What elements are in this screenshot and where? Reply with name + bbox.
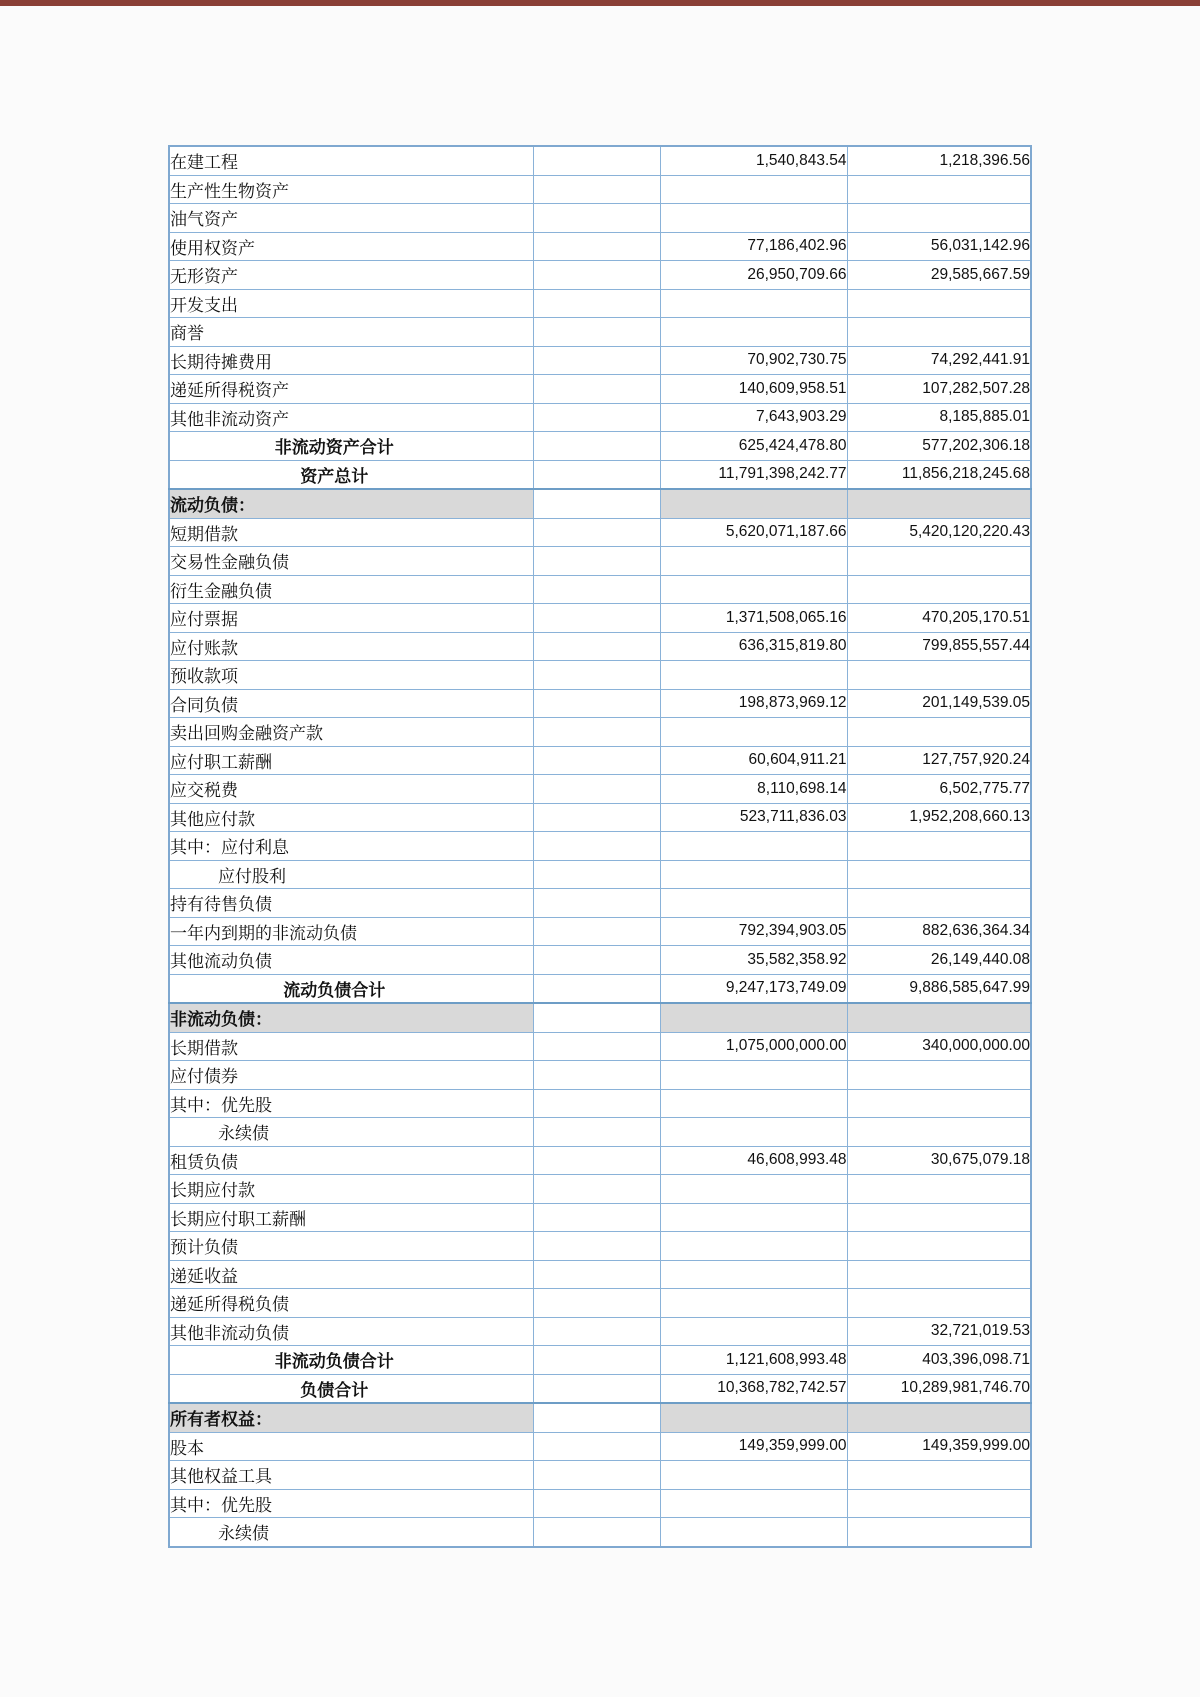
row-label-cell: 永续债 [169,1118,533,1147]
prior-period-cell: 799,855,557.44 [847,632,1031,661]
table-row [169,375,1031,404]
notes-cell [533,860,660,889]
prior-period-cell: 1,218,396.56 [847,146,1031,175]
prior-period-cell [847,1118,1031,1147]
table-row [169,803,1031,832]
row-label-cell: 应付票据 [169,604,533,633]
prior-period-cell: 882,636,364.34 [847,917,1031,946]
table-row [169,1146,1031,1175]
notes-cell [533,403,660,432]
notes-cell [533,1003,660,1032]
current-period-cell [660,661,847,690]
row-label-cell: 长期应付款 [169,1175,533,1204]
prior-period-cell: 107,282,507.28 [847,375,1031,404]
prior-period-cell [847,1489,1031,1518]
prior-period-cell [847,575,1031,604]
current-period-cell: 636,315,819.80 [660,632,847,661]
prior-period-cell: 29,585,667.59 [847,261,1031,290]
current-period-cell [660,289,847,318]
table-row [169,1518,1031,1547]
row-label-cell: 一年内到期的非流动负债 [169,917,533,946]
prior-period-cell: 56,031,142.96 [847,232,1031,261]
table-row [169,460,1031,489]
notes-cell [533,974,660,1003]
notes-cell [533,1346,660,1375]
table-row [169,547,1031,576]
prior-period-cell [847,318,1031,347]
table-row [169,718,1031,747]
prior-period-cell [847,489,1031,518]
row-label-cell: 非流动负债合计 [169,1346,533,1375]
table-row [169,1489,1031,1518]
row-label-cell: 衍生金融负债 [169,575,533,604]
row-label-cell: 资产总计 [169,460,533,489]
notes-cell [533,917,660,946]
notes-cell [533,204,660,233]
row-label-cell: 短期借款 [169,518,533,547]
current-period-cell: 77,186,402.96 [660,232,847,261]
notes-cell [533,604,660,633]
row-label-cell: 递延所得税资产 [169,375,533,404]
prior-period-cell [847,661,1031,690]
table-row [169,1203,1031,1232]
notes-cell [533,175,660,204]
prior-period-cell [847,175,1031,204]
current-period-cell [660,489,847,518]
current-period-cell [660,204,847,233]
row-label-cell: 流动负债合计 [169,974,533,1003]
prior-period-cell: 149,359,999.00 [847,1432,1031,1461]
current-period-cell [660,1175,847,1204]
table-row [169,1289,1031,1318]
row-label-cell: 递延所得税负债 [169,1289,533,1318]
row-label-cell: 所有者权益： [169,1403,533,1432]
current-period-cell [660,1518,847,1547]
prior-period-cell [847,1461,1031,1490]
notes-cell [533,718,660,747]
current-period-cell: 1,075,000,000.00 [660,1032,847,1061]
current-period-cell: 1,121,608,993.48 [660,1346,847,1375]
notes-cell [533,318,660,347]
row-label-cell: 使用权资产 [169,232,533,261]
notes-cell [533,547,660,576]
notes-cell [533,575,660,604]
notes-cell [533,1461,660,1490]
notes-cell [533,775,660,804]
table-row [169,974,1031,1003]
table-row [169,632,1031,661]
current-period-cell [660,889,847,918]
table-row [169,1432,1031,1461]
table-row [169,746,1031,775]
row-label-cell: 其他非流动负债 [169,1317,533,1346]
row-label-cell: 开发支出 [169,289,533,318]
notes-cell [533,1374,660,1403]
current-period-cell: 26,950,709.66 [660,261,847,290]
notes-cell [533,1146,660,1175]
row-label-cell: 股本 [169,1432,533,1461]
table-row [169,289,1031,318]
row-label-cell: 持有待售负债 [169,889,533,918]
table-row [169,1403,1031,1432]
current-period-cell [660,1489,847,1518]
notes-cell [533,661,660,690]
notes-cell [533,261,660,290]
row-label-cell: 长期借款 [169,1032,533,1061]
notes-cell [533,889,660,918]
prior-period-cell [847,1403,1031,1432]
notes-cell [533,1289,660,1318]
prior-period-cell [847,289,1031,318]
row-label-cell: 油气资产 [169,204,533,233]
notes-cell [533,1061,660,1090]
table-row [169,261,1031,290]
current-period-cell: 35,582,358.92 [660,946,847,975]
current-period-cell [660,1203,847,1232]
row-label-cell: 流动负债： [169,489,533,518]
table-row [169,1374,1031,1403]
current-period-cell [660,1061,847,1090]
row-label-cell: 商誉 [169,318,533,347]
table-row [169,518,1031,547]
notes-cell [533,518,660,547]
current-period-cell [660,547,847,576]
row-label-cell: 在建工程 [169,146,533,175]
table-row [169,917,1031,946]
table-row [169,1317,1031,1346]
row-label-cell: 预计负债 [169,1232,533,1261]
notes-cell [533,1260,660,1289]
table-row [169,403,1031,432]
row-label-cell: 永续债 [169,1518,533,1547]
balance-sheet-table [168,145,1032,1548]
notes-cell [533,1118,660,1147]
notes-cell [533,289,660,318]
row-label-cell: 其中：应付利息 [169,832,533,861]
prior-period-cell: 32,721,019.53 [847,1317,1031,1346]
row-label-cell: 交易性金融负债 [169,547,533,576]
prior-period-cell [847,1289,1031,1318]
current-period-cell: 5,620,071,187.66 [660,518,847,547]
current-period-cell [660,1003,847,1032]
table-row [169,575,1031,604]
notes-cell [533,146,660,175]
notes-cell [533,1432,660,1461]
current-period-cell [660,832,847,861]
row-label-cell: 租赁负债 [169,1146,533,1175]
current-period-cell: 60,604,911.21 [660,746,847,775]
current-period-cell [660,1461,847,1490]
table-row [169,1089,1031,1118]
table-row [169,860,1031,889]
prior-period-cell [847,1003,1031,1032]
prior-period-cell: 11,856,218,245.68 [847,460,1031,489]
row-label-cell: 负债合计 [169,1374,533,1403]
current-period-cell: 1,371,508,065.16 [660,604,847,633]
row-label-cell: 其他流动负债 [169,946,533,975]
table-row [169,661,1031,690]
row-label-cell: 其中：优先股 [169,1489,533,1518]
table-row [169,946,1031,975]
prior-period-cell [847,204,1031,233]
prior-period-cell: 403,396,098.71 [847,1346,1031,1375]
notes-cell [533,803,660,832]
table-row [169,604,1031,633]
row-label-cell: 长期应付职工薪酬 [169,1203,533,1232]
prior-period-cell: 9,886,585,647.99 [847,974,1031,1003]
current-period-cell: 523,711,836.03 [660,803,847,832]
notes-cell [533,1489,660,1518]
notes-cell [533,689,660,718]
notes-cell [533,946,660,975]
prior-period-cell: 8,185,885.01 [847,403,1031,432]
row-label-cell: 非流动资产合计 [169,432,533,461]
prior-period-cell [847,1061,1031,1090]
prior-period-cell: 74,292,441.91 [847,346,1031,375]
table-row [169,1175,1031,1204]
current-period-cell: 46,608,993.48 [660,1146,847,1175]
row-label-cell: 无形资产 [169,261,533,290]
notes-cell [533,1089,660,1118]
row-label-cell: 应付账款 [169,632,533,661]
notes-cell [533,1518,660,1547]
table-row [169,1032,1031,1061]
current-period-cell: 9,247,173,749.09 [660,974,847,1003]
prior-period-cell: 26,149,440.08 [847,946,1031,975]
current-period-cell: 792,394,903.05 [660,917,847,946]
row-label-cell: 应交税费 [169,775,533,804]
current-period-cell: 625,424,478.80 [660,432,847,461]
prior-period-cell [847,1518,1031,1547]
table-row [169,318,1031,347]
table-row [169,1346,1031,1375]
current-period-cell [660,1118,847,1147]
current-period-cell: 140,609,958.51 [660,375,847,404]
current-period-cell: 7,643,903.29 [660,403,847,432]
notes-cell [533,746,660,775]
row-label-cell: 其中：优先股 [169,1089,533,1118]
current-period-cell: 1,540,843.54 [660,146,847,175]
table-row [169,689,1031,718]
current-period-cell [660,1089,847,1118]
row-label-cell: 其他非流动资产 [169,403,533,432]
notes-cell [533,489,660,518]
prior-period-cell [847,1089,1031,1118]
row-label-cell: 非流动负债： [169,1003,533,1032]
notes-cell [533,1317,660,1346]
current-period-cell [660,1260,847,1289]
notes-cell [533,432,660,461]
prior-period-cell [847,1203,1031,1232]
top-edge-strip [0,0,1200,6]
table-row [169,832,1031,861]
table-row [169,432,1031,461]
current-period-cell [660,1403,847,1432]
row-label-cell: 预收款项 [169,661,533,690]
prior-period-cell: 577,202,306.18 [847,432,1031,461]
notes-cell [533,1175,660,1204]
table-row [169,175,1031,204]
row-label-cell: 生产性生物资产 [169,175,533,204]
prior-period-cell: 30,675,079.18 [847,1146,1031,1175]
table-row [169,146,1031,175]
current-period-cell [660,318,847,347]
prior-period-cell [847,860,1031,889]
table-row [169,1003,1031,1032]
table-row [169,489,1031,518]
prior-period-cell [847,718,1031,747]
current-period-cell [660,1289,847,1318]
prior-period-cell: 470,205,170.51 [847,604,1031,633]
prior-period-cell: 340,000,000.00 [847,1032,1031,1061]
current-period-cell: 8,110,698.14 [660,775,847,804]
current-period-cell: 11,791,398,242.77 [660,460,847,489]
row-label-cell: 应付债券 [169,1061,533,1090]
prior-period-cell [847,1260,1031,1289]
current-period-cell [660,860,847,889]
current-period-cell: 10,368,782,742.57 [660,1374,847,1403]
prior-period-cell [847,1232,1031,1261]
table-row [169,1061,1031,1090]
current-period-cell [660,175,847,204]
notes-cell [533,1232,660,1261]
row-label-cell: 卖出回购金融资产款 [169,718,533,747]
table-row [169,232,1031,261]
current-period-cell [660,718,847,747]
prior-period-cell [847,832,1031,861]
row-label-cell: 合同负债 [169,689,533,718]
current-period-cell: 198,873,969.12 [660,689,847,718]
prior-period-cell: 127,757,920.24 [847,746,1031,775]
notes-cell [533,1203,660,1232]
row-label-cell: 递延收益 [169,1260,533,1289]
table-row [169,1461,1031,1490]
table-row [169,775,1031,804]
notes-cell [533,632,660,661]
notes-cell [533,832,660,861]
notes-cell [533,1403,660,1432]
current-period-cell [660,575,847,604]
prior-period-cell [847,547,1031,576]
prior-period-cell: 5,420,120,220.43 [847,518,1031,547]
current-period-cell [660,1232,847,1261]
current-period-cell [660,1317,847,1346]
prior-period-cell [847,889,1031,918]
row-label-cell: 应付职工薪酬 [169,746,533,775]
table-row [169,346,1031,375]
notes-cell [533,375,660,404]
notes-cell [533,346,660,375]
prior-period-cell: 201,149,539.05 [847,689,1031,718]
table-row [169,1260,1031,1289]
notes-cell [533,1032,660,1061]
current-period-cell: 70,902,730.75 [660,346,847,375]
notes-cell [533,460,660,489]
row-label-cell: 长期待摊费用 [169,346,533,375]
row-label-cell: 其他权益工具 [169,1461,533,1490]
row-label-cell: 其他应付款 [169,803,533,832]
prior-period-cell [847,1175,1031,1204]
notes-cell [533,232,660,261]
table-row [169,204,1031,233]
current-period-cell: 149,359,999.00 [660,1432,847,1461]
balance-sheet-body [169,146,1031,1547]
prior-period-cell: 6,502,775.77 [847,775,1031,804]
table-row [169,889,1031,918]
table-row [169,1118,1031,1147]
table-row [169,1232,1031,1261]
row-label-cell: 应付股利 [169,860,533,889]
prior-period-cell: 10,289,981,746.70 [847,1374,1031,1403]
prior-period-cell: 1,952,208,660.13 [847,803,1031,832]
